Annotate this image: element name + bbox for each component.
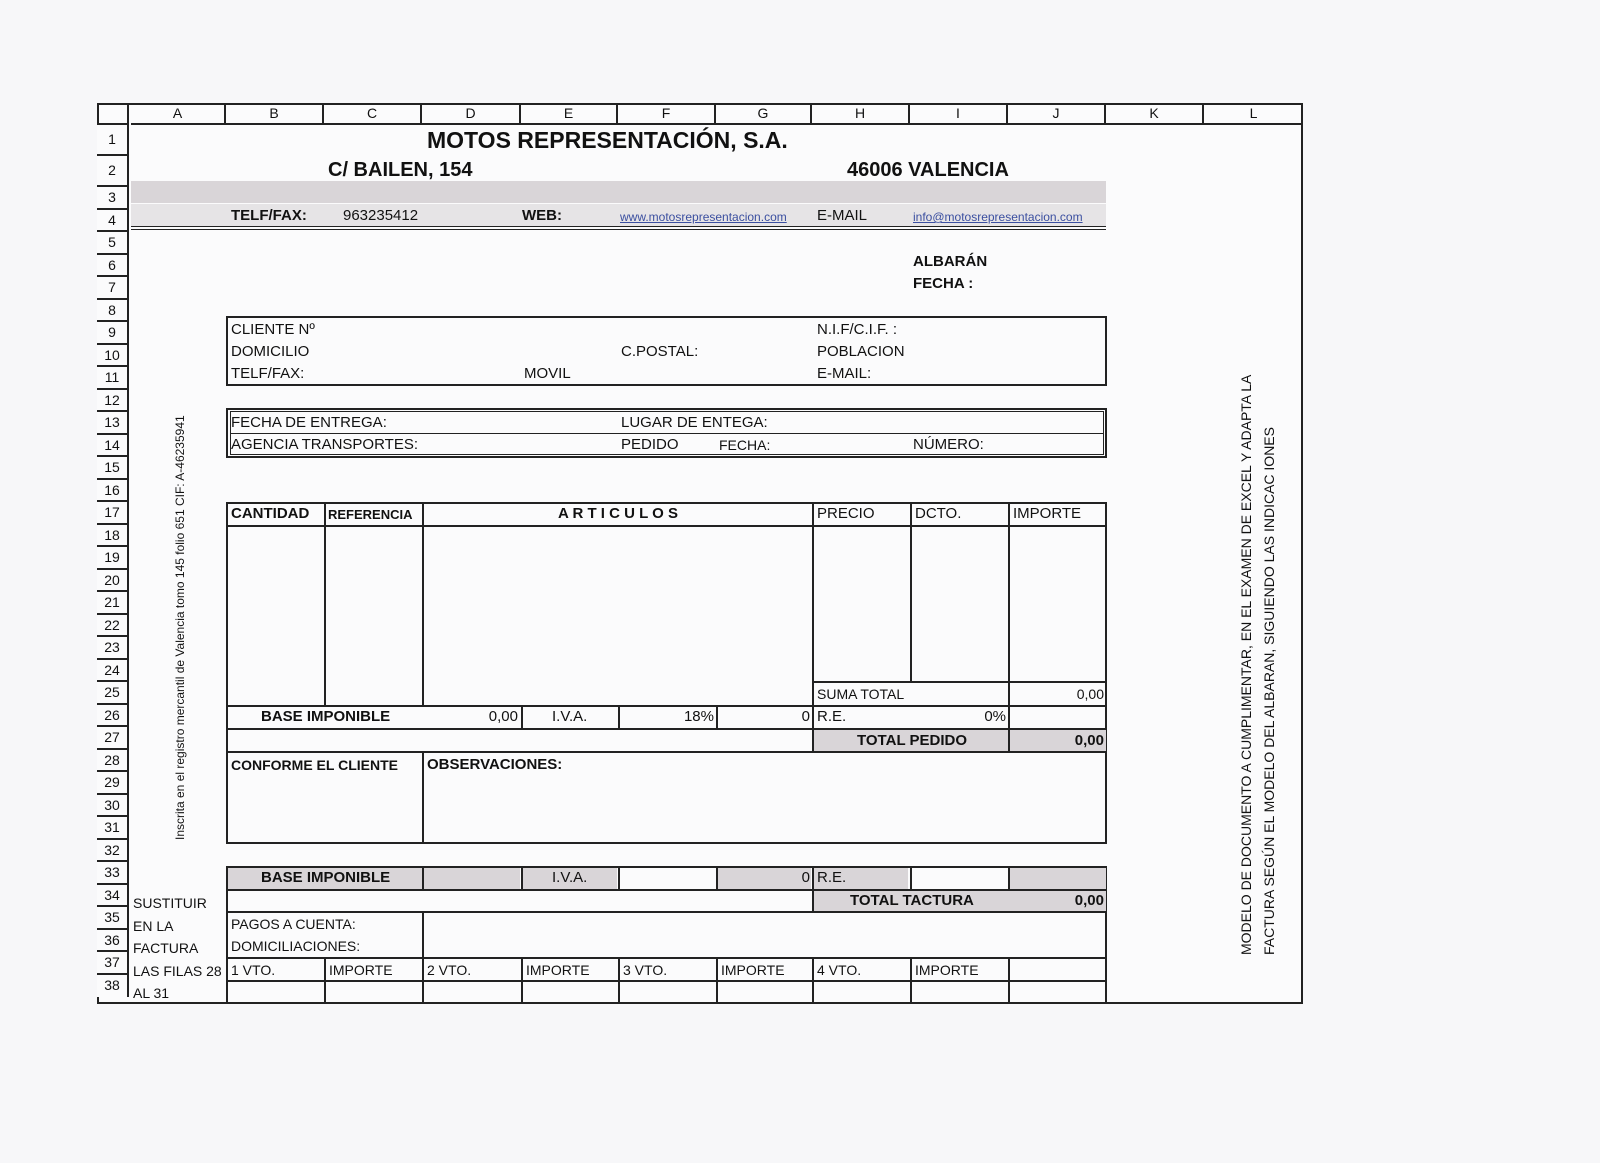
column-header-f[interactable]: F [618,103,716,125]
row-header-26[interactable]: 26 [97,705,129,728]
iva-rate: 18% [683,708,714,725]
row-header-4[interactable]: 4 [97,210,129,233]
items-col-1 [324,502,326,706]
client-phone-label: TELF/FAX: [231,365,305,382]
sum-total-label: SUMA TOTAL [817,686,905,702]
client-address-label: DOMICILIO [231,343,310,360]
invoice-col-e [521,866,523,889]
row-header-7[interactable]: 7 [97,277,129,300]
row-3-shade [131,181,1106,203]
base-col-3 [716,705,718,728]
delivery-order-label: PEDIDO [621,436,679,453]
due-amount-label: IMPORTE [526,962,590,978]
total-pedido-value: 0,00 [1074,732,1104,749]
delivery-order-date-label: FECHA: [719,437,771,453]
items-header-reference: REFERENCIA [328,507,413,522]
column-header-g[interactable]: G [716,103,812,125]
row-header-5[interactable]: 5 [97,232,129,255]
note-line: SUSTITUIR [133,895,207,911]
due-date-label: 1 VTO. [231,962,276,978]
items-header-articles: A R T I C U L O S [558,505,679,522]
re-rate: 0% [984,708,1006,725]
column-header-k[interactable]: K [1106,103,1204,125]
base-col-2 [618,705,620,728]
row-header-19[interactable]: 19 [97,547,129,570]
registry-text: Inscrita en el registro mercantil de Valencia tomo 145 folio 651 CIF: A-46235941 [173,415,187,840]
column-header-i[interactable]: I [910,103,1008,125]
company-city: 46006 VALENCIA [847,159,1009,181]
row-header-33[interactable]: 33 [97,862,129,885]
instructions-line-2: FACTURA SEGÚN EL MODELO DEL ALBARAN, SIGUIENDO LAS INDICAC IONES [1261,427,1277,955]
invoice-iva-label: I.V.A. [552,869,588,886]
payments-divider [422,911,424,957]
row-header-34[interactable]: 34 [97,885,129,908]
row-header-9[interactable]: 9 [97,322,129,345]
conforme-divider [422,751,424,844]
row-header-18[interactable]: 18 [97,525,129,548]
due-amount-label: IMPORTE [915,962,979,978]
row-header-1[interactable]: 1 [97,125,129,156]
row-header-16[interactable]: 16 [97,480,129,503]
web-label: WEB: [522,207,562,224]
client-nif-label: N.I.F/C.I.F. : [817,321,898,338]
due-divider [324,957,326,1004]
client-mobile-label: MOVIL [524,365,571,382]
row-header-32[interactable]: 32 [97,840,129,863]
company-name: MOTOS REPRESENTACIÓN, S.A. [427,127,788,153]
column-header-d[interactable]: D [422,103,521,125]
row-header-29[interactable]: 29 [97,772,129,795]
due-row-bottom [226,980,1107,982]
column-header-j[interactable]: J [1008,103,1106,125]
items-col-2 [422,502,424,706]
items-header-amount: IMPORTE [1013,505,1082,522]
header-rule-2 [131,229,1106,230]
client-town-label: POBLACION [817,343,905,360]
total-pedido-col [1008,728,1010,753]
due-divider [422,957,424,1004]
invoice-col-c [422,866,424,889]
iva-value: 0 [801,708,810,725]
conforme-label: CONFORME EL CLIENTE [231,757,398,773]
row-header-21[interactable]: 21 [97,592,129,615]
invoice-iva-value: 0 [801,869,810,886]
row-header-37[interactable]: 37 [97,952,129,975]
re-label: R.E. [817,708,847,725]
items-col-4 [910,502,912,682]
direct-debits-label: DOMICILIACIONES: [231,938,361,954]
email-link[interactable]: info@motosrepresentacion.com [913,210,1083,224]
row-header-8[interactable]: 8 [97,300,129,323]
observaciones-label: OBSERVACIONES: [427,756,563,773]
due-divider [1008,957,1010,1004]
row-header-12[interactable]: 12 [97,390,129,413]
invoice-base-label: BASE IMPONIBLE [261,869,391,886]
sum-total-value: 0,00 [1076,686,1104,702]
due-divider [618,957,620,1004]
document-date-label: FECHA : [913,275,974,292]
invoice-col-i [910,866,912,889]
due-amount-label: IMPORTE [721,962,785,978]
instructions-line-1: MODELO DE DOCUMENTO A CUMPLIMENTAR, EN EL EXAMEN DE EXCEL Y ADAPTA LA [1238,374,1254,955]
delivery-number-label: NÚMERO: [913,436,984,453]
column-header-corner [97,103,129,125]
due-date-label: 4 VTO. [817,962,862,978]
row-header-6[interactable]: 6 [97,255,129,278]
client-number-label: CLIENTE Nº [231,321,315,338]
invoice-re-label: R.E. [817,869,847,886]
row-header-24[interactable]: 24 [97,660,129,683]
delivery-place-label: LUGAR DE ENTEGA: [621,414,768,431]
company-street: C/ BAILEN, 154 [328,159,473,181]
row-header-27[interactable]: 27 [97,727,129,750]
column-header-b[interactable]: B [226,103,324,125]
row-header-11[interactable]: 11 [97,367,129,390]
row-header-25[interactable]: 25 [97,682,129,705]
note-line: EN LA [133,917,174,934]
column-header-e[interactable]: E [521,103,618,125]
invoice-col-g [716,866,718,889]
phone-value: 963235412 [343,207,419,224]
sum-row-top [812,681,1107,683]
due-divider [521,957,523,1004]
due-divider [716,957,718,1004]
client-email-label: E-MAIL: [817,365,872,382]
row-header-23[interactable]: 23 [97,637,129,660]
total-pedido-label: TOTAL PEDIDO [857,732,968,749]
delivery-date-label: FECHA DE ENTREGA: [231,414,387,431]
row-header-35[interactable]: 35 [97,907,129,930]
payments-label: PAGOS A CUENTA: [231,916,356,932]
due-row-top [226,957,1107,959]
row-header-17[interactable]: 17 [97,502,129,525]
invoice-total-value: 0,00 [1074,892,1104,909]
items-header-discount: DCTO. [915,505,962,522]
items-header-rule [226,525,1107,527]
column-header-c[interactable]: C [324,103,422,125]
base-col-1 [521,705,523,728]
column-header-h[interactable]: H [812,103,910,125]
invoice-total-label: TOTAL TACTURA [850,892,974,909]
row-header-36[interactable]: 36 [97,930,129,953]
iva-label: I.V.A. [552,708,588,725]
row-header-14[interactable]: 14 [97,435,129,458]
column-header-l[interactable]: L [1204,103,1303,125]
due-date-label: 3 VTO. [623,962,668,978]
note-line: LAS FILAS 28 [133,962,222,979]
items-header-quantity: CANTIDAD [231,505,310,522]
phone-label: TELF/FAX: [231,207,307,224]
row-header-22[interactable]: 22 [97,615,129,638]
delivery-agency-label: AGENCIA TRANSPORTES: [231,436,418,453]
items-col-3 [812,502,814,753]
email-label: E-MAIL [817,207,868,224]
row-header-2[interactable]: 2 [97,156,129,187]
base-label: BASE IMPONIBLE [261,708,391,725]
base-value: 0,00 [488,708,518,725]
invoice-amount-shade [1010,868,1106,889]
document-type: ALBARÁN [913,253,988,270]
row-header-38[interactable]: 38 [97,975,129,998]
row-header-3[interactable]: 3 [97,187,129,210]
row-header-31[interactable]: 31 [97,817,129,840]
invoice-row-34-bottom [226,911,1107,913]
web-link[interactable]: www.motosrepresentacion.com [620,210,787,224]
row-header-20[interactable]: 20 [97,570,129,593]
due-divider [910,957,912,1004]
due-date-label: 2 VTO. [427,962,472,978]
row-header-13[interactable]: 13 [97,412,129,435]
due-amount-label: IMPORTE [329,962,393,978]
due-divider [812,957,814,1004]
delivery-divider [230,433,1104,434]
client-postal-label: C.POSTAL: [621,343,699,360]
header-rule-1 [131,226,1106,227]
row-header-28[interactable]: 28 [97,750,129,773]
row-header-30[interactable]: 30 [97,795,129,818]
items-header-price: PRECIO [817,505,875,522]
row-header-15[interactable]: 15 [97,457,129,480]
items-col-5 [1008,502,1010,753]
row-header-10[interactable]: 10 [97,345,129,368]
note-line: AL 31 [133,985,170,1001]
column-header-a[interactable]: A [131,103,226,125]
note-line: FACTURA [133,940,199,956]
invoice-col-f [618,866,620,889]
